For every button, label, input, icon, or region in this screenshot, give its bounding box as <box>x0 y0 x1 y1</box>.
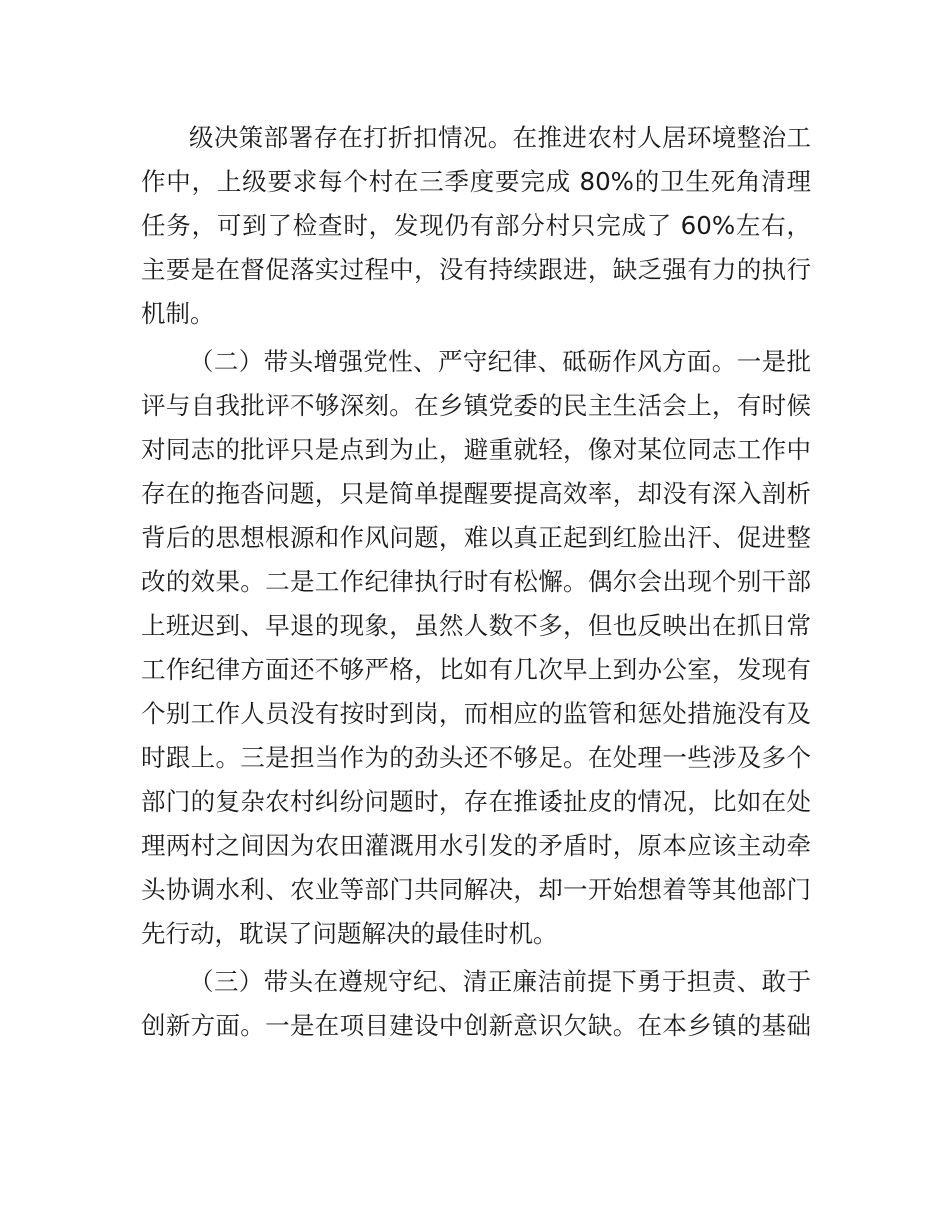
paragraph-line: 部门的复杂农村纠纷问题时，存在推诿扯皮的情况，比如在处 <box>141 787 811 816</box>
paragraph-line: 理两村之间因为农田灌溉用水引发的矛盾时，原本应该主动牵 <box>141 831 811 860</box>
paragraph-line: 工作纪律方面还不够严格，比如有几次早上到办公室，发现有 <box>141 655 811 684</box>
paragraph-line: 对同志的批评只是点到为止，避重就轻，像对某位同志工作中 <box>141 435 811 464</box>
paragraph-line: 个别工作人员没有按时到岗，而相应的监管和惩处措施没有及 <box>141 699 811 728</box>
paragraph-line: 时跟上。三是担当作为的劲头还不够足。在处理一些涉及多个 <box>141 743 811 772</box>
paragraph-line: 先行动，耽误了问题解决的最佳时机。 <box>141 919 558 948</box>
paragraph-line: 改的效果。二是工作纪律执行时有松懈。偶尔会出现个别干部 <box>141 567 811 596</box>
paragraph-1 <box>141 116 811 336</box>
paragraph-line: 任务，可到了检查时，发现仍有部分村只完成了 60%左右， <box>141 211 811 240</box>
paragraph-line: 头协调水利、农业等部门共同解决，却一开始想着等其他部门 <box>141 875 811 904</box>
paragraph-3 <box>141 960 811 1048</box>
paragraph-line: 创新方面。一是在项目建设中创新意识欠缺。在本乡镇的基础 <box>141 1011 811 1040</box>
paragraph-line: 上班迟到、早退的现象，虽然人数不多，但也反映出在抓日常 <box>141 611 811 640</box>
paragraph-line: 机制。 <box>141 299 215 328</box>
paragraph-line: （三）带头在遵规守纪、清正廉洁前提下勇于担责、敢于 <box>189 967 811 996</box>
paragraph-line: 主要是在督促落实过程中，没有持续跟进，缺乏强有力的执行 <box>141 255 811 284</box>
paragraph-2 <box>141 340 811 956</box>
paragraph-line: 评与自我批评不够深刻。在乡镇党委的民主生活会上，有时候 <box>141 391 811 420</box>
paragraph-line: 背后的思想根源和作风问题，难以真正起到红脸出汗、促进整 <box>141 523 811 552</box>
paragraph-line: 存在的拖沓问题，只是简单提醒要提高效率，却没有深入剖析 <box>141 479 811 508</box>
paragraph-line: 级决策部署存在打折扣情况。在推进农村人居环境整治工 <box>189 123 811 152</box>
paragraph-line: （二）带头增强党性、严守纪律、砥砺作风方面。一是批 <box>189 347 811 376</box>
paragraph-line: 作中，上级要求每个村在三季度要完成 80%的卫生死角清理 <box>141 167 811 196</box>
